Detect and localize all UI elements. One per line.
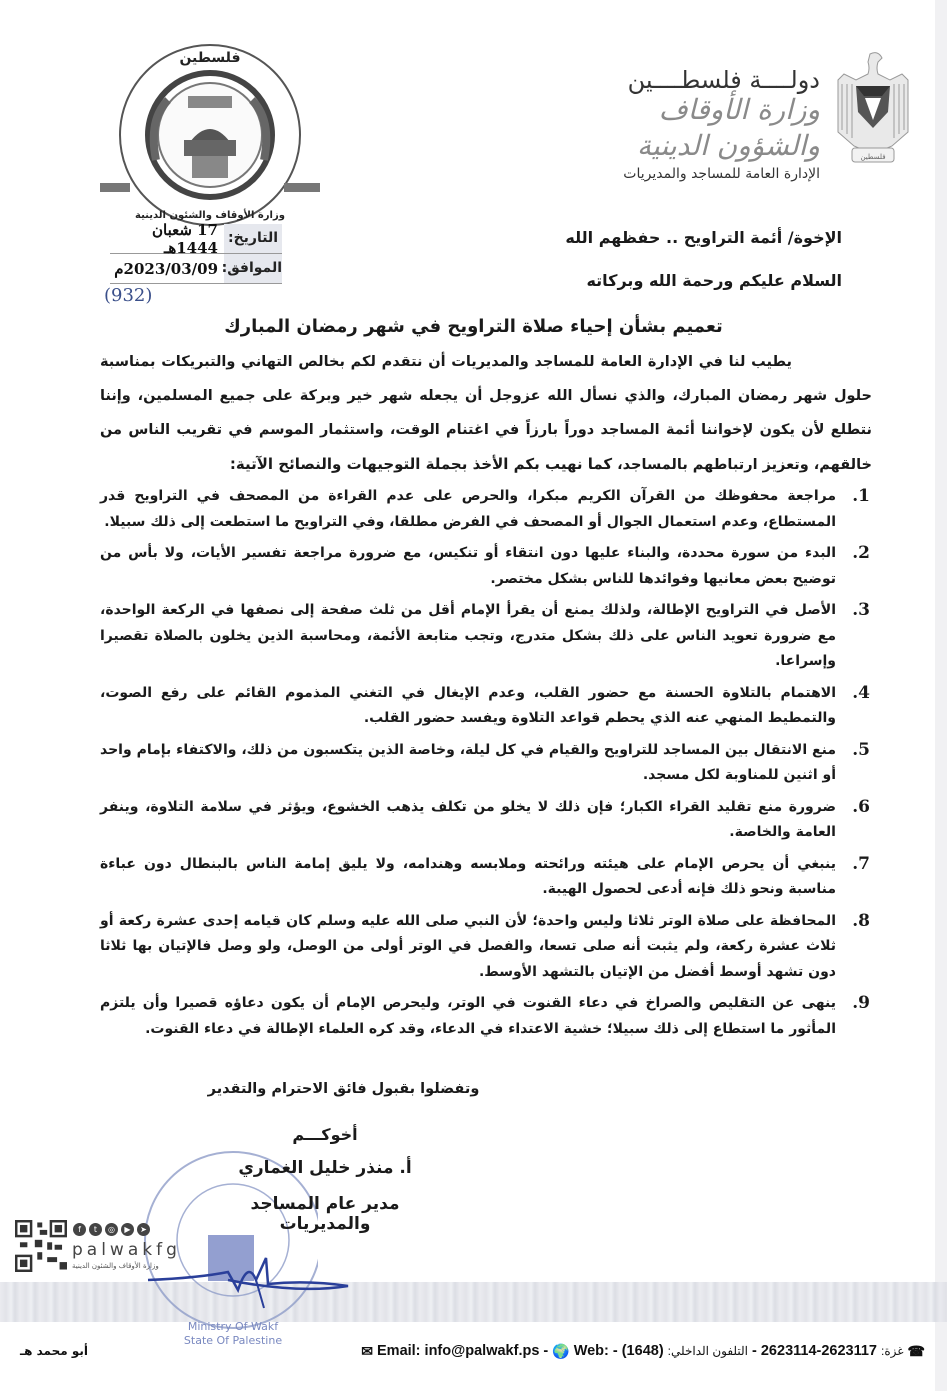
date-label: التاريخ: <box>224 224 282 253</box>
youtube-icon[interactable]: ▶ <box>121 1223 134 1236</box>
signatory-name: أ. منذر خليل الغماري <box>238 1158 412 1178</box>
instagram-icon[interactable]: ◎ <box>105 1223 118 1236</box>
list-item <box>100 541 870 592</box>
item-text: ينبغي أن يحرص الإمام على هيئته ورائحته وملابسه وهندامه، ولا يليق إمامة الناس بالبنطال دون عباءة مناسبة ونحو ذلك فإنه أدعى لحصول الهيبة. <box>100 855 836 897</box>
list-item <box>100 795 870 846</box>
contact-line <box>361 1343 925 1360</box>
globe-icon: 🌍 <box>552 1342 570 1359</box>
phone-numbers: - 2623114-2623117 <box>752 1343 878 1359</box>
city-label: غزة: <box>881 1344 904 1358</box>
item-number: 8. <box>852 910 870 931</box>
seal-bar-right <box>284 183 320 192</box>
closing-text: وتفضلوا بقبول فائق الاحترام والتقدير <box>207 1081 480 1097</box>
item-text: الأصل في التراويح الإطالة، ولذلك يمنع أن يقرأ الإمام أقل من ثلث صفحة إلى نصفها في الركعة الواحدة، مع ضرورة تعويد الناس على ذلك بشكل متدرج، وتجب متابعة الأئمة، ومحاسبة الذين يخلون بالصلاة تقصيرا وإسراعا. <box>100 602 836 669</box>
item-text: مراجعة محفوظك من القرآن الكريم مبكرا، والحرص على عدم القراءة من المصحف في التراويح قدر المستطاع، وعدم استعمال الجوال أو المصحف في الفرض مطلقا، وفي التراويح ما استطعت إلى ذلك سبيلا. <box>100 488 836 530</box>
seal-bar-left <box>100 183 130 192</box>
ministry-seal-icon <box>108 40 312 230</box>
typist-initials: أبو محمد هـ <box>20 1344 88 1358</box>
item-text: ينهى عن التقليص والصراخ في دعاء القنوت في الوتر، وليحرص الإمام أن يكون دعاؤه قصيرا وأن يلتزم المأثور ما استطاع إلى ذلك سبيلا؛ خشية الاعتداء في الدعاء، وقد كره العلماء الإطالة في دعاء القنوت. <box>100 995 836 1037</box>
palestine-eagle-emblem-icon <box>832 50 914 168</box>
svg-text:وزارة الأوقاف والشئون الدينية: وزارة الأوقاف والشئون الدينية <box>135 210 285 221</box>
intro-text: يطيب لنا في الإدارة العامة للمساجد والمديريات أن نتقدم لكم بخالص التهاني والتبريكات بمناسبة حلول شهر رمضان المبارك، والذي نسأل الله عزوجل أن يجعله شهر خير وبركة على جميع المسلمين، وإننا نتطلع لأن يكون لإخواننا أئمة المساجد دوراً بارزاً في اغتنام الوقت، واستثمار الموسم في تقريب الناس من خالقهم، وتعزيز ارتباطهم بالمساجد، <box>100 354 872 473</box>
footer <box>20 1340 925 1362</box>
social-handle[interactable]: palwakfg <box>72 1240 181 1260</box>
envelope-icon: ✉ <box>361 1342 373 1359</box>
item-number: 5. <box>852 739 870 760</box>
hijri-date-row <box>110 220 282 257</box>
list-item <box>100 738 870 789</box>
reference-number: (932) <box>104 285 153 306</box>
intro-paragraph <box>100 345 872 482</box>
gregorian-date-row <box>110 254 282 284</box>
ministry-name: وزارة الأوقاف والشؤون الدينية <box>637 93 820 162</box>
directives-list <box>100 484 870 1048</box>
item-number: 4. <box>852 682 870 703</box>
svg-text:State Of Palestine: State Of Palestine <box>183 1334 283 1347</box>
greeting: السلام عليكم ورحمة الله وبركاته <box>586 271 842 290</box>
facebook-icon[interactable]: f <box>73 1223 86 1236</box>
signature-block <box>210 1125 440 1234</box>
item-text: منع الانتقال بين المساجد للتراويح والقيام في كل ليلة، وخاصة الذين يتكسبون من ذلك، والاكتفاء بإمام واحد أو اثنين للمناوبة لكل مسجد. <box>100 741 836 783</box>
item-text: البدء من سورة محددة، والبناء عليها دون انتقاء أو تنكيس، مع ضرورة مراجعة تفسير الأيات، ولا بأس من توضيح بعض معانيها وفوائدها للناس بشكل مختصر. <box>100 545 836 587</box>
item-number: 7. <box>852 853 870 874</box>
sign-off: أخوكـــم <box>292 1125 358 1144</box>
list-item <box>100 598 870 675</box>
item-number: 1. <box>852 486 870 506</box>
state-name: دولــــة فلسطــــين <box>627 66 820 94</box>
letterhead-text <box>570 66 820 182</box>
list-item <box>100 909 870 986</box>
item-number: 9. <box>852 993 870 1013</box>
extension-number: - (1648) <box>612 1343 664 1359</box>
gregorian-label: الموافق: <box>224 254 282 283</box>
web-link[interactable]: Web: <box>573 1343 609 1359</box>
list-item <box>100 681 870 732</box>
list-item <box>100 852 870 903</box>
extension-label: التلفون الداخلي: <box>667 1344 749 1358</box>
social-subtitle: وزارة الأوقاف والشئون الدينية <box>72 1262 159 1270</box>
date-box <box>110 220 282 284</box>
item-text: الاهتمام بالتلاوة الحسنة مع حضور القلب، وعدم الإيغال في التغني المذموم القائم على رفع الصوت، والتمطيط المنهي عنه الذي يحطم قواعد التلاوة ويفسد حضور القلب. <box>100 684 836 726</box>
item-text: المحافظة على صلاة الوتر ثلاثا وليس واحدة؛ لأن النبي صلى الله عليه وسلم كان قيامه إحدى عشرة ركعة أو ثلاث عشرة ركعة، ولم يثبت أنه صلى تسعا، والفصل في الوتر أولى من الوصل، ولو وصل فالإتيان بها ثلاثا دون تشهد أوسط أفضل من الإتيان بالتشهد الأوسط. <box>100 912 836 980</box>
svg-text:Ministry Of Wakf: Ministry Of Wakf <box>187 1320 279 1333</box>
department-name: الإدارة العامة للمساجد والمديريات <box>623 166 820 182</box>
page-edge <box>935 0 947 1391</box>
item-number: 6. <box>852 796 870 817</box>
telegram-icon[interactable]: ➤ <box>137 1223 150 1236</box>
list-item <box>100 484 870 535</box>
subject-heading: تعميم بشأن إحياء صلاة التراويح في شهر رمضان المبارك <box>224 316 723 337</box>
twitter-icon[interactable]: t <box>89 1223 102 1236</box>
social-icons <box>73 1223 150 1236</box>
telephone-icon: ☎ <box>907 1342 925 1359</box>
addressee: الإخوة/ أئمة التراويح .. حفظهم الله <box>565 228 842 247</box>
list-item <box>100 991 870 1042</box>
email-link[interactable]: Email: info@palwakf.ps - <box>377 1343 549 1359</box>
qr-code-icon[interactable] <box>15 1220 67 1272</box>
item-number: 2. <box>852 543 870 563</box>
gregorian-date-value: 2023/03/09م <box>114 259 218 278</box>
intro-emphasis: كما نهيب بكم الأخذ بجملة التوجيهات والنصائح الآتية: <box>229 455 613 473</box>
item-number: 3. <box>852 600 870 620</box>
hijri-date-value: 17 شعبان 1444هـ <box>151 220 218 257</box>
svg-text:فلسطين: فلسطين <box>860 153 886 161</box>
svg-text:فلسطين: فلسطين <box>179 50 241 66</box>
closing-line <box>0 1078 947 1097</box>
item-text: ضرورة منع تقليد القراء الكبار؛ فإن ذلك لا يخلو من تكلف يذهب الخشوع، ويؤثر في سلامة التلاوة، وينفر العامة والخاصة. <box>100 798 836 840</box>
signatory-title: مدير عام المساجد والمديريات <box>250 1194 400 1234</box>
